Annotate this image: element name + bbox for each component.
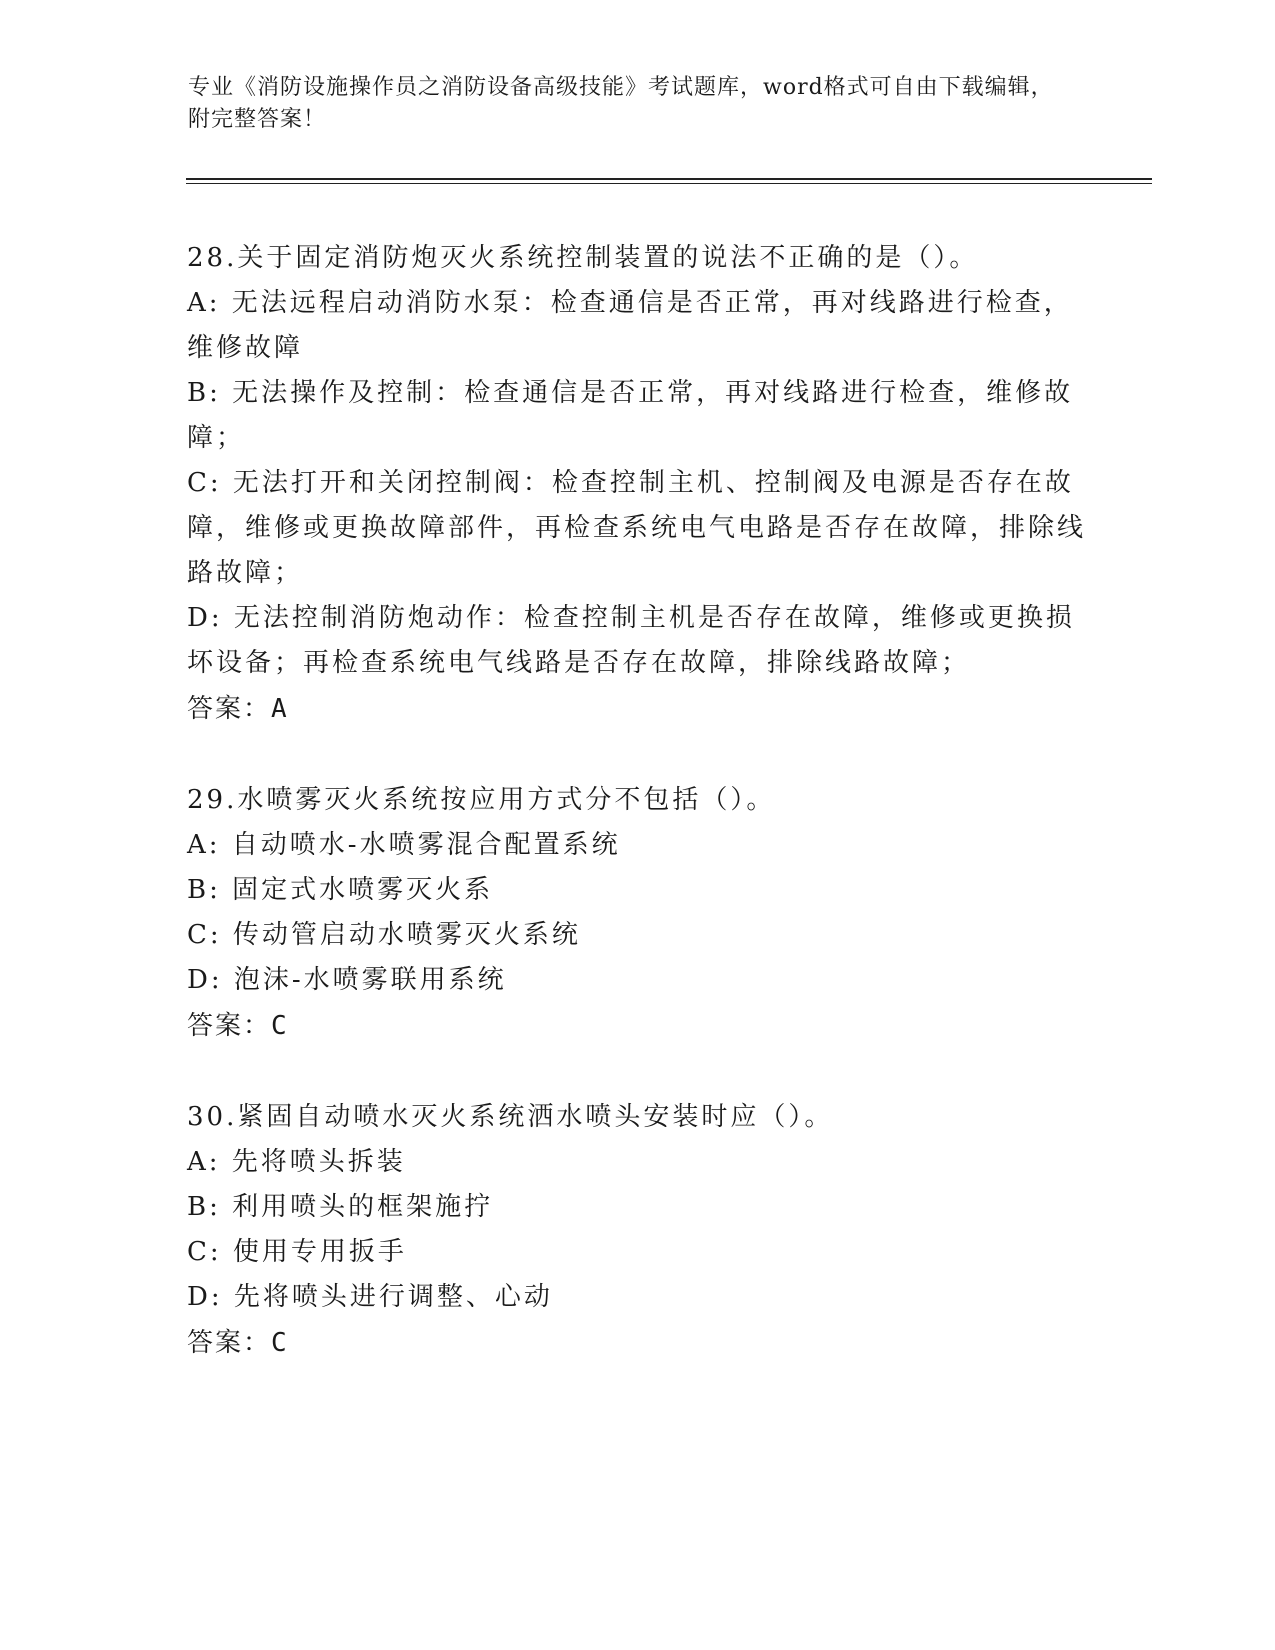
header-intro-text: 专业《消防设施操作员之消防设备高级技能》考试题库，word格式可自由下载编辑，附完整答案！	[188, 75, 1054, 132]
question-title: 29.水喷雾灭火系统按应用方式分不包括（）。	[187, 785, 776, 815]
header-divider-thin	[186, 183, 1152, 184]
question-title: 28.关于固定消防炮灭火系统控制装置的说法不正确的是（）。	[187, 243, 979, 273]
option-b: B: 固定式水喷雾灭火系	[187, 875, 494, 905]
option-a: A: 先将喷头拆装	[187, 1147, 406, 1177]
answer-line	[187, 1320, 1087, 1366]
question-29	[187, 778, 1087, 1049]
answer-line	[187, 686, 1087, 732]
option-c: C: 无法打开和关闭控制阀：检查控制主机、控制阀及电源是否存在故障，维修或更换故障部件，再检查系统电气电路是否存在故障，排除线路故障；	[187, 468, 1087, 588]
answer-value: A	[271, 694, 289, 724]
question-30	[187, 1095, 1087, 1366]
question-28	[187, 236, 1087, 732]
option-c: C: 传动管启动水喷雾灭火系统	[187, 920, 581, 950]
answer-value: C	[271, 1011, 289, 1041]
option-d: D: 先将喷头进行调整、心动	[187, 1282, 553, 1312]
option-b: B: 无法操作及控制：检查通信是否正常，再对线路进行检查，维修故障；	[187, 378, 1074, 453]
answer-label: 答案：	[187, 694, 272, 724]
header-divider-thick	[186, 178, 1152, 180]
option-a: A: 无法远程启动消防水泵：检查通信是否正常，再对线路进行检查，维修故障	[187, 288, 1073, 363]
document-header	[188, 72, 1068, 136]
option-a: A: 自动喷水-水喷雾混合配置系统	[187, 830, 621, 860]
option-c: C: 使用专用扳手	[187, 1237, 407, 1267]
option-d: D: 泡沫-水喷雾联用系统	[187, 965, 507, 995]
option-d: D: 无法控制消防炮动作：检查控制主机是否存在故障，维修或更换损坏设备；再检查系统电气线路是否存在故障，排除线路故障；	[187, 603, 1075, 678]
answer-line	[187, 1003, 1087, 1049]
answer-value: C	[271, 1328, 289, 1358]
question-title: 30.紧固自动喷水灭火系统洒水喷头安装时应（）。	[187, 1102, 834, 1132]
option-b: B: 利用喷头的框架施拧	[187, 1192, 494, 1222]
question-list	[187, 236, 1087, 1412]
answer-label: 答案：	[187, 1011, 272, 1041]
answer-label: 答案：	[187, 1328, 272, 1358]
